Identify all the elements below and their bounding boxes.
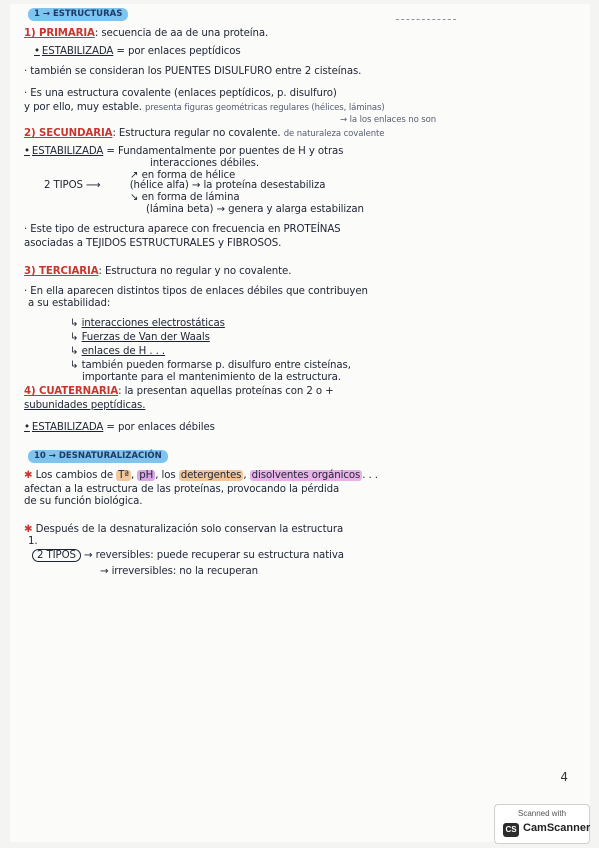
helix-form-line: ↗ en forma de hélice	[130, 170, 236, 181]
primary-text: : secuencia de aa de una proteína.	[94, 28, 269, 39]
tertiary-line	[24, 266, 291, 278]
geometric-note: presenta figuras geométricas regulares (hélices, láminas)	[145, 103, 385, 113]
solvents-highlight: disolventes orgánicos	[251, 470, 361, 481]
quaternary-text: : la presentan aquellas proteínas con 2 o +	[118, 386, 334, 397]
section-header-structures: 1 → ESTRUCTURAS	[28, 8, 128, 21]
van-der-waals-text: Fuerzas de Van der Waals	[81, 332, 210, 343]
hydrogen-bonds-line: ↳ enlaces de H . . .	[70, 346, 166, 357]
two-types-label: 2 TIPOS	[44, 180, 83, 191]
detergents-highlight: detergentes	[180, 470, 242, 481]
irreversible-line: → irreversibles: no la recuperan	[100, 566, 258, 577]
disulfide-bridges-line: ↳ también pueden formarse p. disulfuro entre cisteínas,	[70, 360, 351, 371]
two-types-line: 2 TIPOS ⟶ (hélice alfa) → la proteína desestabiliza	[44, 180, 326, 191]
secondary-line	[24, 128, 384, 140]
quaternary-stabilized-line	[24, 422, 215, 434]
disulfide-line: · también se consideran los PUENTES DISULFURO entre 2 cisteínas.	[24, 66, 362, 77]
changes-text: Los cambios de	[35, 470, 117, 481]
weak-interactions-line: interacciones débiles.	[150, 158, 259, 169]
primary-line	[24, 28, 268, 40]
quaternary-stabilized-label: • ESTABILIZADA	[24, 422, 103, 433]
covalent-nature-note: de naturaleza covalente	[283, 129, 385, 139]
maintenance-line: importante para el mantenimiento de la estructura.	[82, 372, 341, 383]
temperature-highlight: Tª	[118, 470, 129, 481]
primary-label: 1) PRIMARIA	[24, 28, 95, 39]
disulfide-bridges-text: también pueden formarse p. disulfuro entre cisteínas,	[81, 360, 351, 371]
camscanner-watermark	[494, 804, 590, 844]
stabilized-label: • ESTABILIZADA	[34, 46, 113, 57]
quaternary-stabilized-text: = por enlaces débiles	[103, 422, 215, 433]
weak-bonds-line: · En ella aparecen distintos tipos de enlaces débiles que contribuyen	[24, 286, 368, 297]
changes-line: ✱ Los cambios de Tª , pH , los detergentes , disolventes orgánicos . . .	[24, 470, 378, 481]
secondary-stabilized-label: • ESTABILIZADA	[24, 146, 103, 157]
electrostatic-text: interacciones electrostáticas	[81, 318, 225, 329]
primary-stabilized-line	[34, 46, 241, 58]
secondary-text: : Estructura regular no covalente.	[112, 128, 281, 139]
quaternary-label: 4) CUATERNARIA	[24, 386, 119, 397]
beta-sheet-line: (lámina beta) → genera y alarga estabilizan	[146, 204, 364, 215]
section-header-denaturation: 10 → DESNATURALIZACIÓN	[28, 450, 168, 463]
tertiary-text: : Estructura no regular y no covalente.	[98, 266, 292, 277]
bonds-note: → la los enlaces no son	[340, 115, 437, 125]
ph-highlight: pH	[139, 470, 154, 481]
function-loss-line: de su función biológica.	[24, 496, 143, 507]
helix-form-text: en forma de hélice	[141, 170, 236, 181]
camscanner-name: CamScanner	[523, 822, 591, 834]
denaturation-types-line	[32, 550, 344, 562]
stabilized-text: = por enlaces peptídicos	[113, 46, 241, 57]
after-denaturation-line: ✱ Después de la desnaturalización solo conservan la estructura	[24, 524, 344, 535]
after-denaturation-text: Después de la desnaturalización solo conservan la estructura	[35, 524, 344, 535]
affect-line: afectan a la estructura de las proteínas, provocando la pérdida	[24, 484, 340, 495]
notebook-page	[10, 4, 590, 842]
subunits-line: subunidades peptídicas.	[24, 400, 146, 411]
hydrogen-bonds-text: enlaces de H . . .	[81, 346, 166, 357]
denaturation-types-label: 2 TIPOS	[32, 549, 81, 562]
tissues-line: asociadas a TEJIDOS ESTRUCTURALES y FIBROSOS.	[24, 238, 282, 249]
stable-text: y por ello, muy estable.	[24, 102, 142, 113]
alpha-helix-text: (hélice alfa) → la proteína desestabiliza	[129, 180, 326, 191]
electrostatic-line: ↳ interacciones electrostáticas	[70, 318, 225, 329]
primary-ref-line: 1.	[28, 536, 38, 547]
stability-line: a su estabilidad:	[28, 298, 111, 309]
scanned-with-text: Scanned with	[517, 809, 567, 818]
secondary-stabilized-line	[24, 146, 343, 158]
page-number: 4	[560, 770, 568, 784]
scribble-mark	[396, 12, 456, 20]
sheet-form-line: ↘ en forma de lámina	[130, 192, 240, 203]
camscanner-logo-icon: CS	[503, 823, 519, 837]
stable-line	[24, 102, 385, 114]
secondary-label: 2) SECUNDARIA	[24, 128, 113, 139]
covalent-line: · Es una estructura covalente (enlaces peptídicos, p. disulfuro)	[24, 88, 337, 99]
reversible-text: → reversibles: puede recuperar su estructura nativa	[84, 550, 344, 561]
ellipsis-text: . . .	[362, 470, 378, 481]
quaternary-line	[24, 386, 334, 398]
van-der-waals-line: ↳ Fuerzas de Van der Waals	[70, 332, 210, 343]
frequency-line: · Este tipo de estructura aparece con frecuencia en PROTEÍNAS	[24, 224, 341, 235]
tertiary-label: 3) TERCIARIA	[24, 266, 99, 277]
sheet-form-text: en forma de lámina	[141, 192, 240, 203]
secondary-stabilized-text: = Fundamentalmente por puentes de H y otras	[103, 146, 344, 157]
